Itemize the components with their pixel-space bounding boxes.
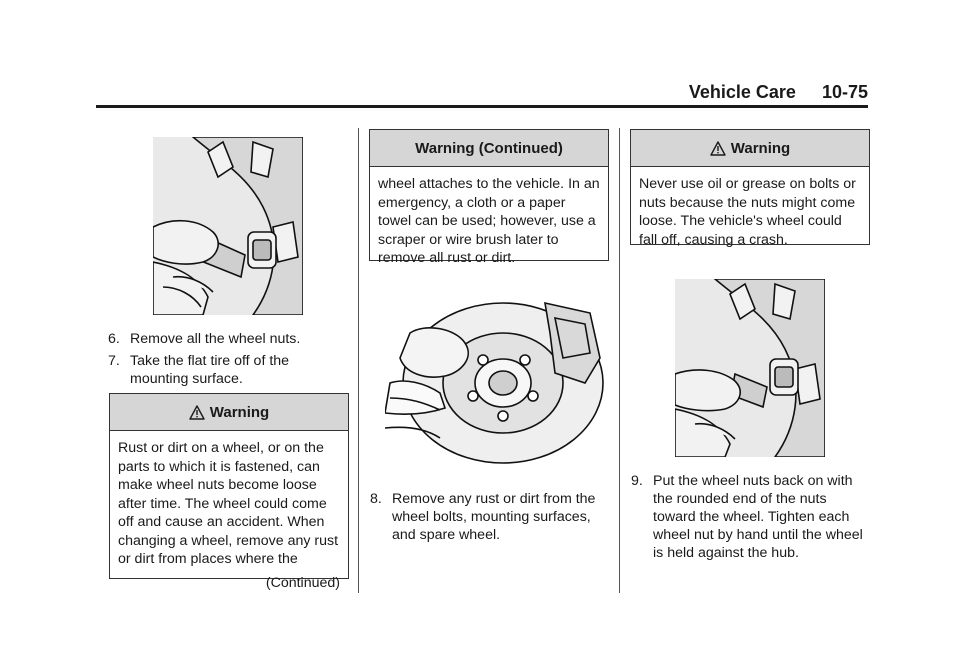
hand-installing-nut-drawing [675,279,825,457]
hand-removing-nut-drawing [153,137,303,315]
warning-header [370,130,608,167]
warning-box-oil [630,129,870,248]
step-text: Remove all the wheel nuts. [130,331,301,347]
warning-body: Rust or dirt on a wheel, or on the parts to which it is fastened, can make wheel nuts become loose after time. The wheel could come off and cause an accident. When changing a wheel, remove any rust or dirt from places where the [118,440,339,567]
wheel-nut-install-illustration [675,279,825,457]
warning-body: wheel attaches to the vehicle. In an emergency, a cloth or a paper towel can be used; however, use a scraper or wire brush later to remove all rust or dirt. [378,176,600,266]
page-header [96,80,868,106]
step-8 [370,490,610,544]
column-divider-2 [619,128,620,593]
header-rule [96,105,868,108]
step-text: Put the wheel nuts back on with the rounded end of the nuts toward the wheel. Tighten each wheel nut by hand until the wheel is held against the hub. [653,473,863,561]
brake-rotor-cleaning-illustration [385,288,610,468]
warning-body: Never use oil or grease on bolts or nuts because the nuts might come loose. The vehicle's wheel could fall off, causing a crash. [639,176,856,248]
step-6 [108,330,348,348]
warning-box-continued [369,129,609,266]
warning-triangle-icon [710,141,726,156]
step-7 [108,352,318,388]
cleaning-hub-drawing [385,288,610,468]
warning-title: Warning [209,403,270,421]
step-text: Remove any rust or dirt from the wheel bolts, mounting surfaces, and spare wheel. [392,491,596,543]
step-number: 6. [108,331,120,347]
warning-continued: (Continued) [265,574,340,591]
warning-header [631,130,869,167]
step-number: 8. [370,491,382,507]
page-number: 10-75 [821,82,868,102]
wheel-nut-removal-illustration [153,137,303,315]
section-title: Vehicle Care [688,82,796,102]
warning-title: Warning [730,139,791,157]
step-text: Take the flat tire off of the mounting surface. [130,353,290,387]
step-9 [631,472,869,562]
warning-header [110,394,348,431]
warning-box-rust [109,393,349,591]
column-divider-1 [358,128,359,593]
warning-title: Warning (Continued) [415,139,563,157]
warning-triangle-icon [189,405,205,420]
step-number: 9. [631,473,643,489]
step-number: 7. [108,353,120,369]
